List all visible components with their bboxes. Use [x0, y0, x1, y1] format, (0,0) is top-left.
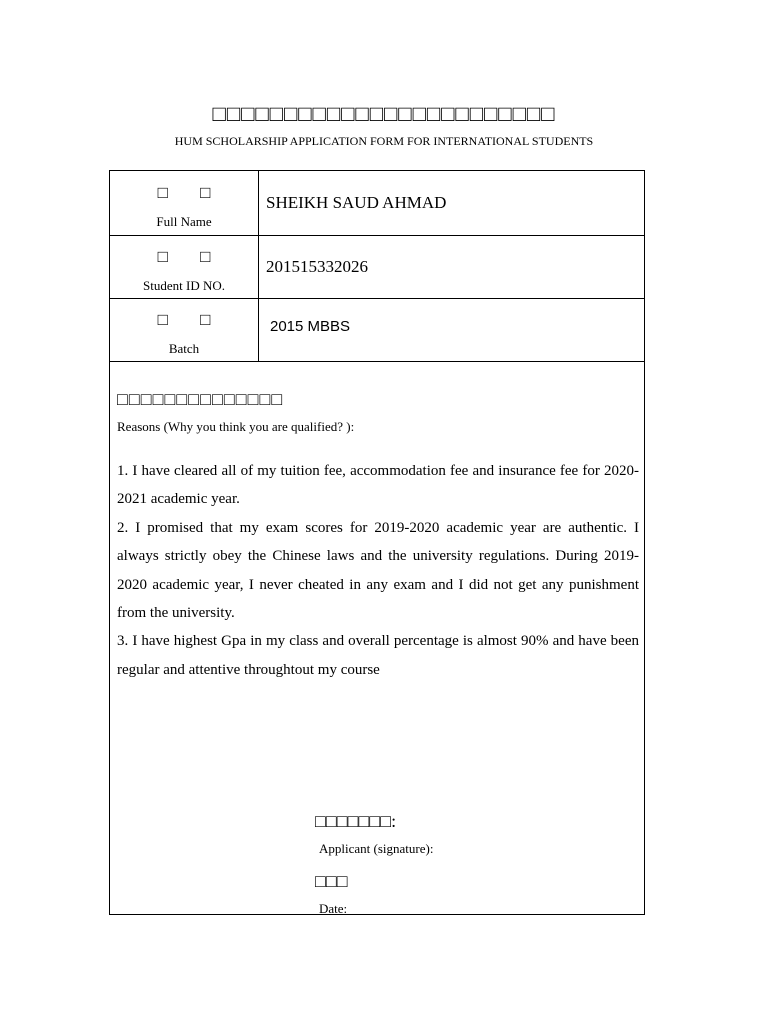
- date-label[interactable]: Date:: [319, 901, 348, 916]
- full-name-row: [110, 171, 644, 236]
- full-name-value: SHEIKH SAUD AHMAD: [266, 193, 447, 212]
- student-id-value: 201515332026: [266, 257, 368, 276]
- batch-label-chinese: □ □: [157, 310, 225, 329]
- reason-item: 3. I have highest Gpa in my class and overall percentage is almost 90% and have been regular and attentive throughtout my course: [117, 633, 639, 678]
- application-form-table: [109, 170, 645, 915]
- full-name-label-cell: [110, 171, 259, 235]
- batch-field[interactable]: [266, 298, 644, 361]
- student-id-field[interactable]: [266, 235, 644, 298]
- form-title-english: HUM SCHOLARSHIP APPLICATION FORM FOR INTERNATIONAL STUDENTS: [174, 134, 594, 148]
- signature-block: [315, 811, 433, 917]
- reasons-heading: Reasons (Why you think you are qualified? ):: [117, 419, 355, 434]
- reasons-heading-chinese: □□□□□□□□□□□□□□: [117, 389, 284, 409]
- student-id-label-cell: [110, 235, 259, 298]
- reasons-section[interactable]: [117, 389, 639, 684]
- form-title-chinese: □□□□□□□□□□□□□□□□□□□□□□□□: [212, 101, 556, 126]
- student-id-label-chinese: □ □: [157, 247, 225, 266]
- reasons-list: [117, 457, 639, 684]
- full-name-field[interactable]: [266, 171, 644, 235]
- applicant-signature-label[interactable]: Applicant (signature):: [319, 841, 434, 856]
- student-id-label: Student ID NO.: [143, 278, 225, 293]
- date-label-chinese: □□□: [315, 871, 348, 891]
- reason-item: 2. I promised that my exam scores for 2019-2020 academic year are authentic. I always strictly obey the Chinese laws and the university regulations. During 2019-2020 academic year, I never cheated in any exam and I did not get any punishment from the university.: [117, 519, 639, 622]
- full-name-label-chinese: □ □: [157, 183, 225, 202]
- student-id-row: [110, 235, 644, 299]
- signature-label-chinese: □□□□□□□:: [315, 811, 397, 831]
- reason-item: 1. I have cleared all of my tuition fee, accommodation fee and insurance fee for 2020-2021 academic year.: [117, 463, 639, 508]
- batch-label-cell: [110, 298, 259, 361]
- full-name-label: Full Name: [156, 214, 212, 229]
- batch-label: Batch: [168, 341, 200, 356]
- batch-row: [110, 298, 644, 362]
- batch-value: 2015 MBBS: [270, 318, 351, 335]
